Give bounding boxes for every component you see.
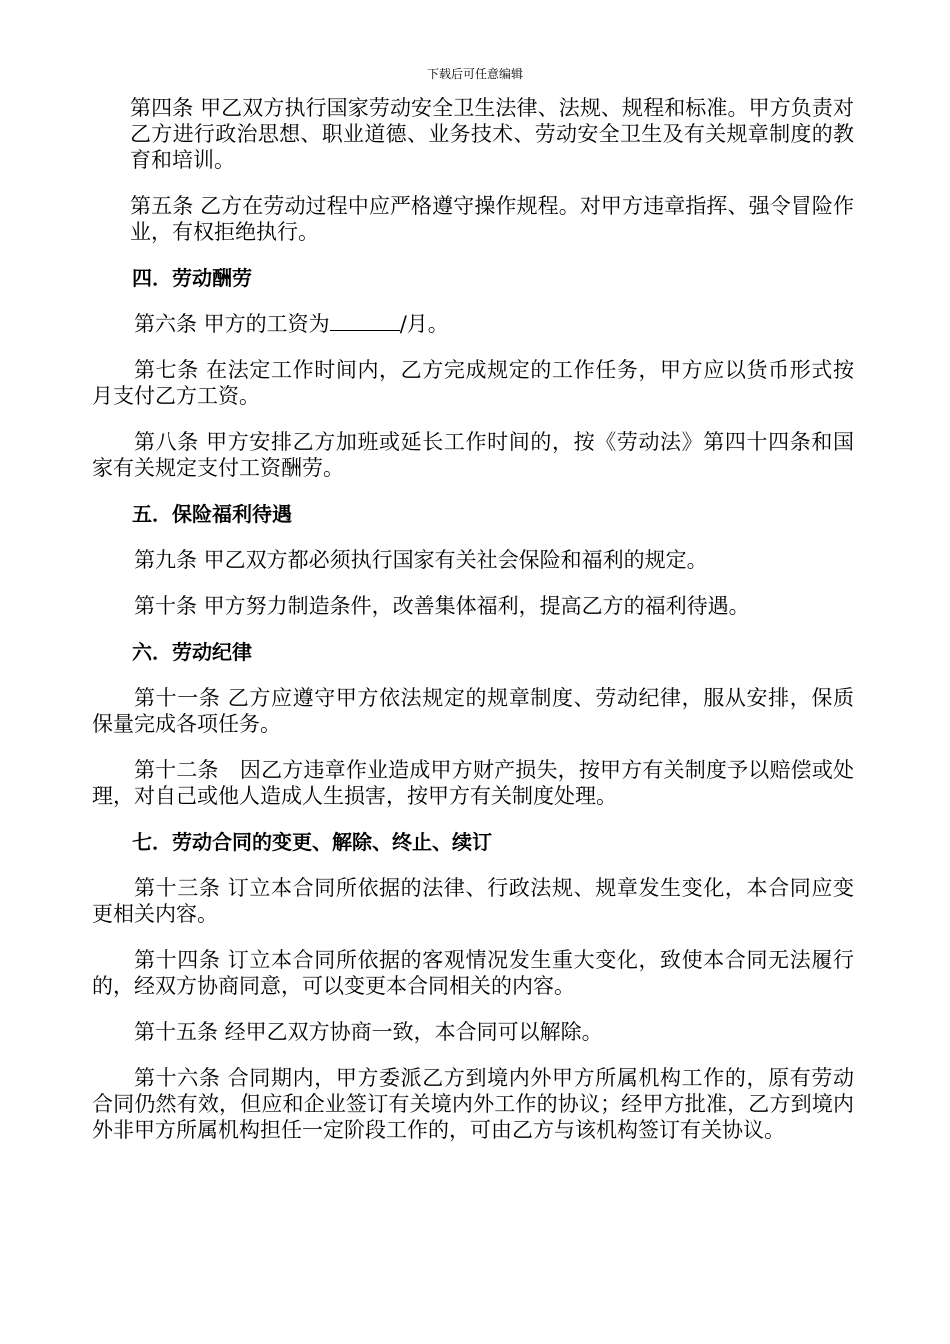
article-14: 第十四条 订立本合同所依据的客观情况发生重大变化，致使本合同无法履行的，经双方协商同意，可以变更本合同相关的内容。 — [92, 948, 854, 998]
article-12: 第十二条 因乙方违章作业造成甲方财产损失，按甲方有关制度予以赔偿或处理，对自己或他人造成人生损害，按甲方有关制度处理。 — [92, 758, 854, 808]
section-heading-7: 七．劳动合同的变更、解除、终止、续订 — [132, 830, 492, 854]
article-6-prefix: 第六条 甲方的工资为 — [134, 312, 330, 336]
article-7: 第七条 在法定工作时间内，乙方完成规定的工作任务，甲方应以货币形式按月支付乙方工资。 — [92, 358, 854, 408]
document-body — [92, 95, 854, 1163]
article-13: 第十三条 订立本合同所依据的法律、行政法规、规章发生变化，本合同应变更相关内容。 — [92, 876, 854, 926]
article-16: 第十六条 合同期内，甲方委派乙方到境内外甲方所属机构工作的，原有劳动合同仍然有效，但应和企业签订有关境内外工作的协议；经甲方批准，乙方到境内外非甲方所属机构担任一定阶段工作的，可由乙方与该机构签订有关协议。 — [92, 1066, 854, 1142]
article-9: 第九条 甲乙双方都必须执行国家有关社会保险和福利的规定。 — [134, 548, 708, 572]
article-15: 第十五条 经甲乙双方协商一致，本合同可以解除。 — [134, 1020, 603, 1044]
section-heading-5: 五．保险福利待遇 — [132, 502, 292, 526]
article-5: 第五条 乙方在劳动过程中应严格遵守操作规程。对甲方违章指挥、强令冒险作业，有权拒绝执行。 — [130, 194, 854, 244]
page-header-note: 下载后可任意编辑 — [426, 67, 523, 81]
article-4: 第四条 甲乙双方执行国家劳动安全卫生法律、法规、规程和标准。甲方负责对乙方进行政治思想、职业道德、业务技术、劳动安全卫生及有关规章制度的教育和培训。 — [130, 96, 854, 172]
article-6 — [92, 311, 854, 337]
article-6-suffix: /月。 — [399, 312, 449, 336]
salary-blank-line — [330, 312, 400, 331]
article-10: 第十条 甲方努力制造条件，改善集体福利，提高乙方的福利待遇。 — [134, 594, 750, 618]
article-11: 第十一条 乙方应遵守甲方依法规定的规章制度、劳动纪律，服从安排，保质保量完成各项任务。 — [92, 686, 854, 736]
section-heading-6: 六．劳动纪律 — [132, 640, 252, 664]
article-8: 第八条 甲方安排乙方加班或延长工作时间的，按《劳动法》第四十四条和国家有关规定支付工资酬劳。 — [92, 430, 854, 480]
section-heading-4: 四．劳动酬劳 — [132, 266, 252, 290]
